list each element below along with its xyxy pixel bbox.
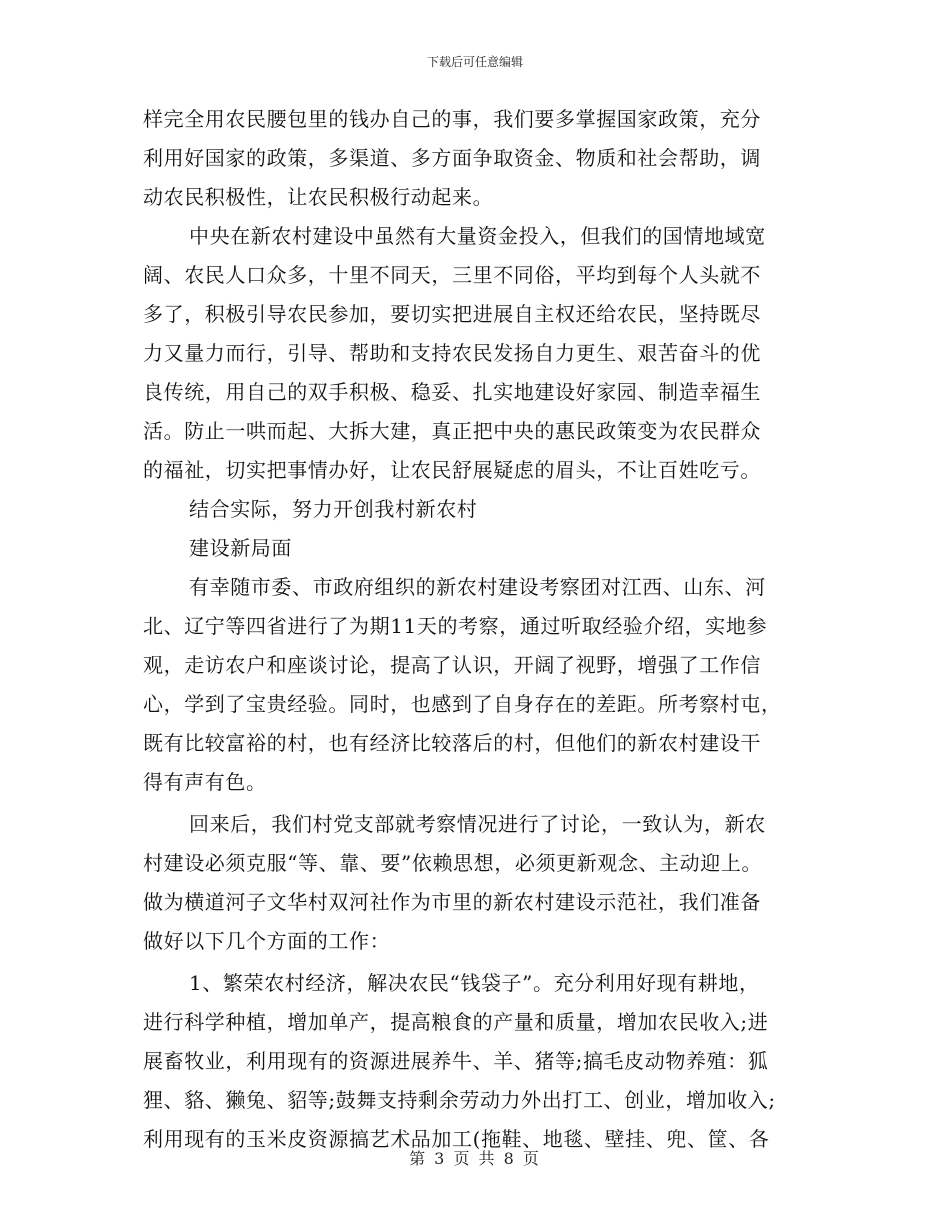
text-line: 有幸随市委、市政府组织的新农村建设考察团对江西、山东、河 <box>189 575 766 599</box>
text-line: 多了，积极引导农民参加，要切实把进展自主权还给农民，坚持既尽 <box>143 302 761 326</box>
text-line: 观，走访农户和座谈讨论，提高了认识，开阔了视野，增强了工作信 <box>143 653 761 677</box>
text-line: 利用好国家的政策，多渠道、多方面争取资金、物质和社会帮助，调 <box>143 146 761 170</box>
text-line: 中央在新农村建设中虽然有大量资金投入，但我们的国情地域宽 <box>189 224 766 248</box>
text-line: 北、辽宁等四省进行了为期11天的考察，通过听取经验介绍，实地参 <box>143 614 768 638</box>
section-heading-line: 建设新局面 <box>189 536 292 560</box>
text-line: 回来后，我们村党支部就考察情况进行了讨论，一致认为，新农 <box>189 812 766 836</box>
text-line: 做好以下几个方面的工作： <box>143 929 391 953</box>
text-line: 既有比较富裕的村，也有经济比较落后的村，但他们的新农村建设干 <box>143 731 761 755</box>
text-line: 得有声有色。 <box>143 770 267 794</box>
text-line: 村建设必须克服“等、靠、要”依赖思想，必须更新观念、主动迎上。 <box>143 851 763 875</box>
page-header: 下载后可任意编辑 <box>426 55 523 69</box>
text-line: 心，学到了宝贵经验。同时，也感到了自身存在的差距。所考察村屯， <box>143 692 782 716</box>
page-footer: 第 3 页 共 8 页 <box>409 1149 541 1168</box>
text-line: 1、繁荣农村经济，解决农民“钱袋子”。充分利用好现有耕地， <box>189 971 760 995</box>
text-line: 展畜牧业，利用现有的资源进展养牛、羊、猪等;搞毛皮动物养殖：狐 <box>143 1049 769 1073</box>
text-line: 狸、貉、獭兔、貂等;鼓舞支持剩余劳动力外出打工、创业，增加收入; <box>143 1088 776 1112</box>
text-line: 力又量力而行，引导、帮助和支持农民发扬自力更生、艰苦奋斗的优 <box>143 341 761 365</box>
text-line: 动农民积极性，让农民积极行动起来。 <box>143 185 494 209</box>
text-line: 做为横道河子文华村双河社作为市里的新农村建设示范社，我们准备 <box>143 890 761 914</box>
text-line: 进行科学种植，增加单产，提高粮食的产量和质量，增加农民收入;进 <box>143 1010 769 1034</box>
document-body <box>143 100 811 1159</box>
text-line: 的福祉，切实把事情办好，让农民舒展疑虑的眉头，不让百姓吃亏。 <box>143 458 761 482</box>
text-line: 样完全用农民腰包里的钱办自己的事，我们要多掌握国家政策，充分 <box>143 107 761 131</box>
text-line: 活。防止一哄而起、大拆大建，真正把中央的惠民政策变为农民群众 <box>143 419 761 443</box>
text-line: 良传统，用自己的双手积极、稳妥、扎实地建设好家园、制造幸福生 <box>143 380 761 404</box>
text-line: 阔、农民人口众多，十里不同天，三里不同俗，平均到每个人头就不 <box>143 263 761 287</box>
text-line: 利用现有的玉米皮资源搞艺术品加工(拖鞋、地毯、壁挂、兜、筐、各 <box>143 1127 770 1151</box>
section-heading-line: 结合实际，努力开创我村新农村 <box>189 497 478 521</box>
